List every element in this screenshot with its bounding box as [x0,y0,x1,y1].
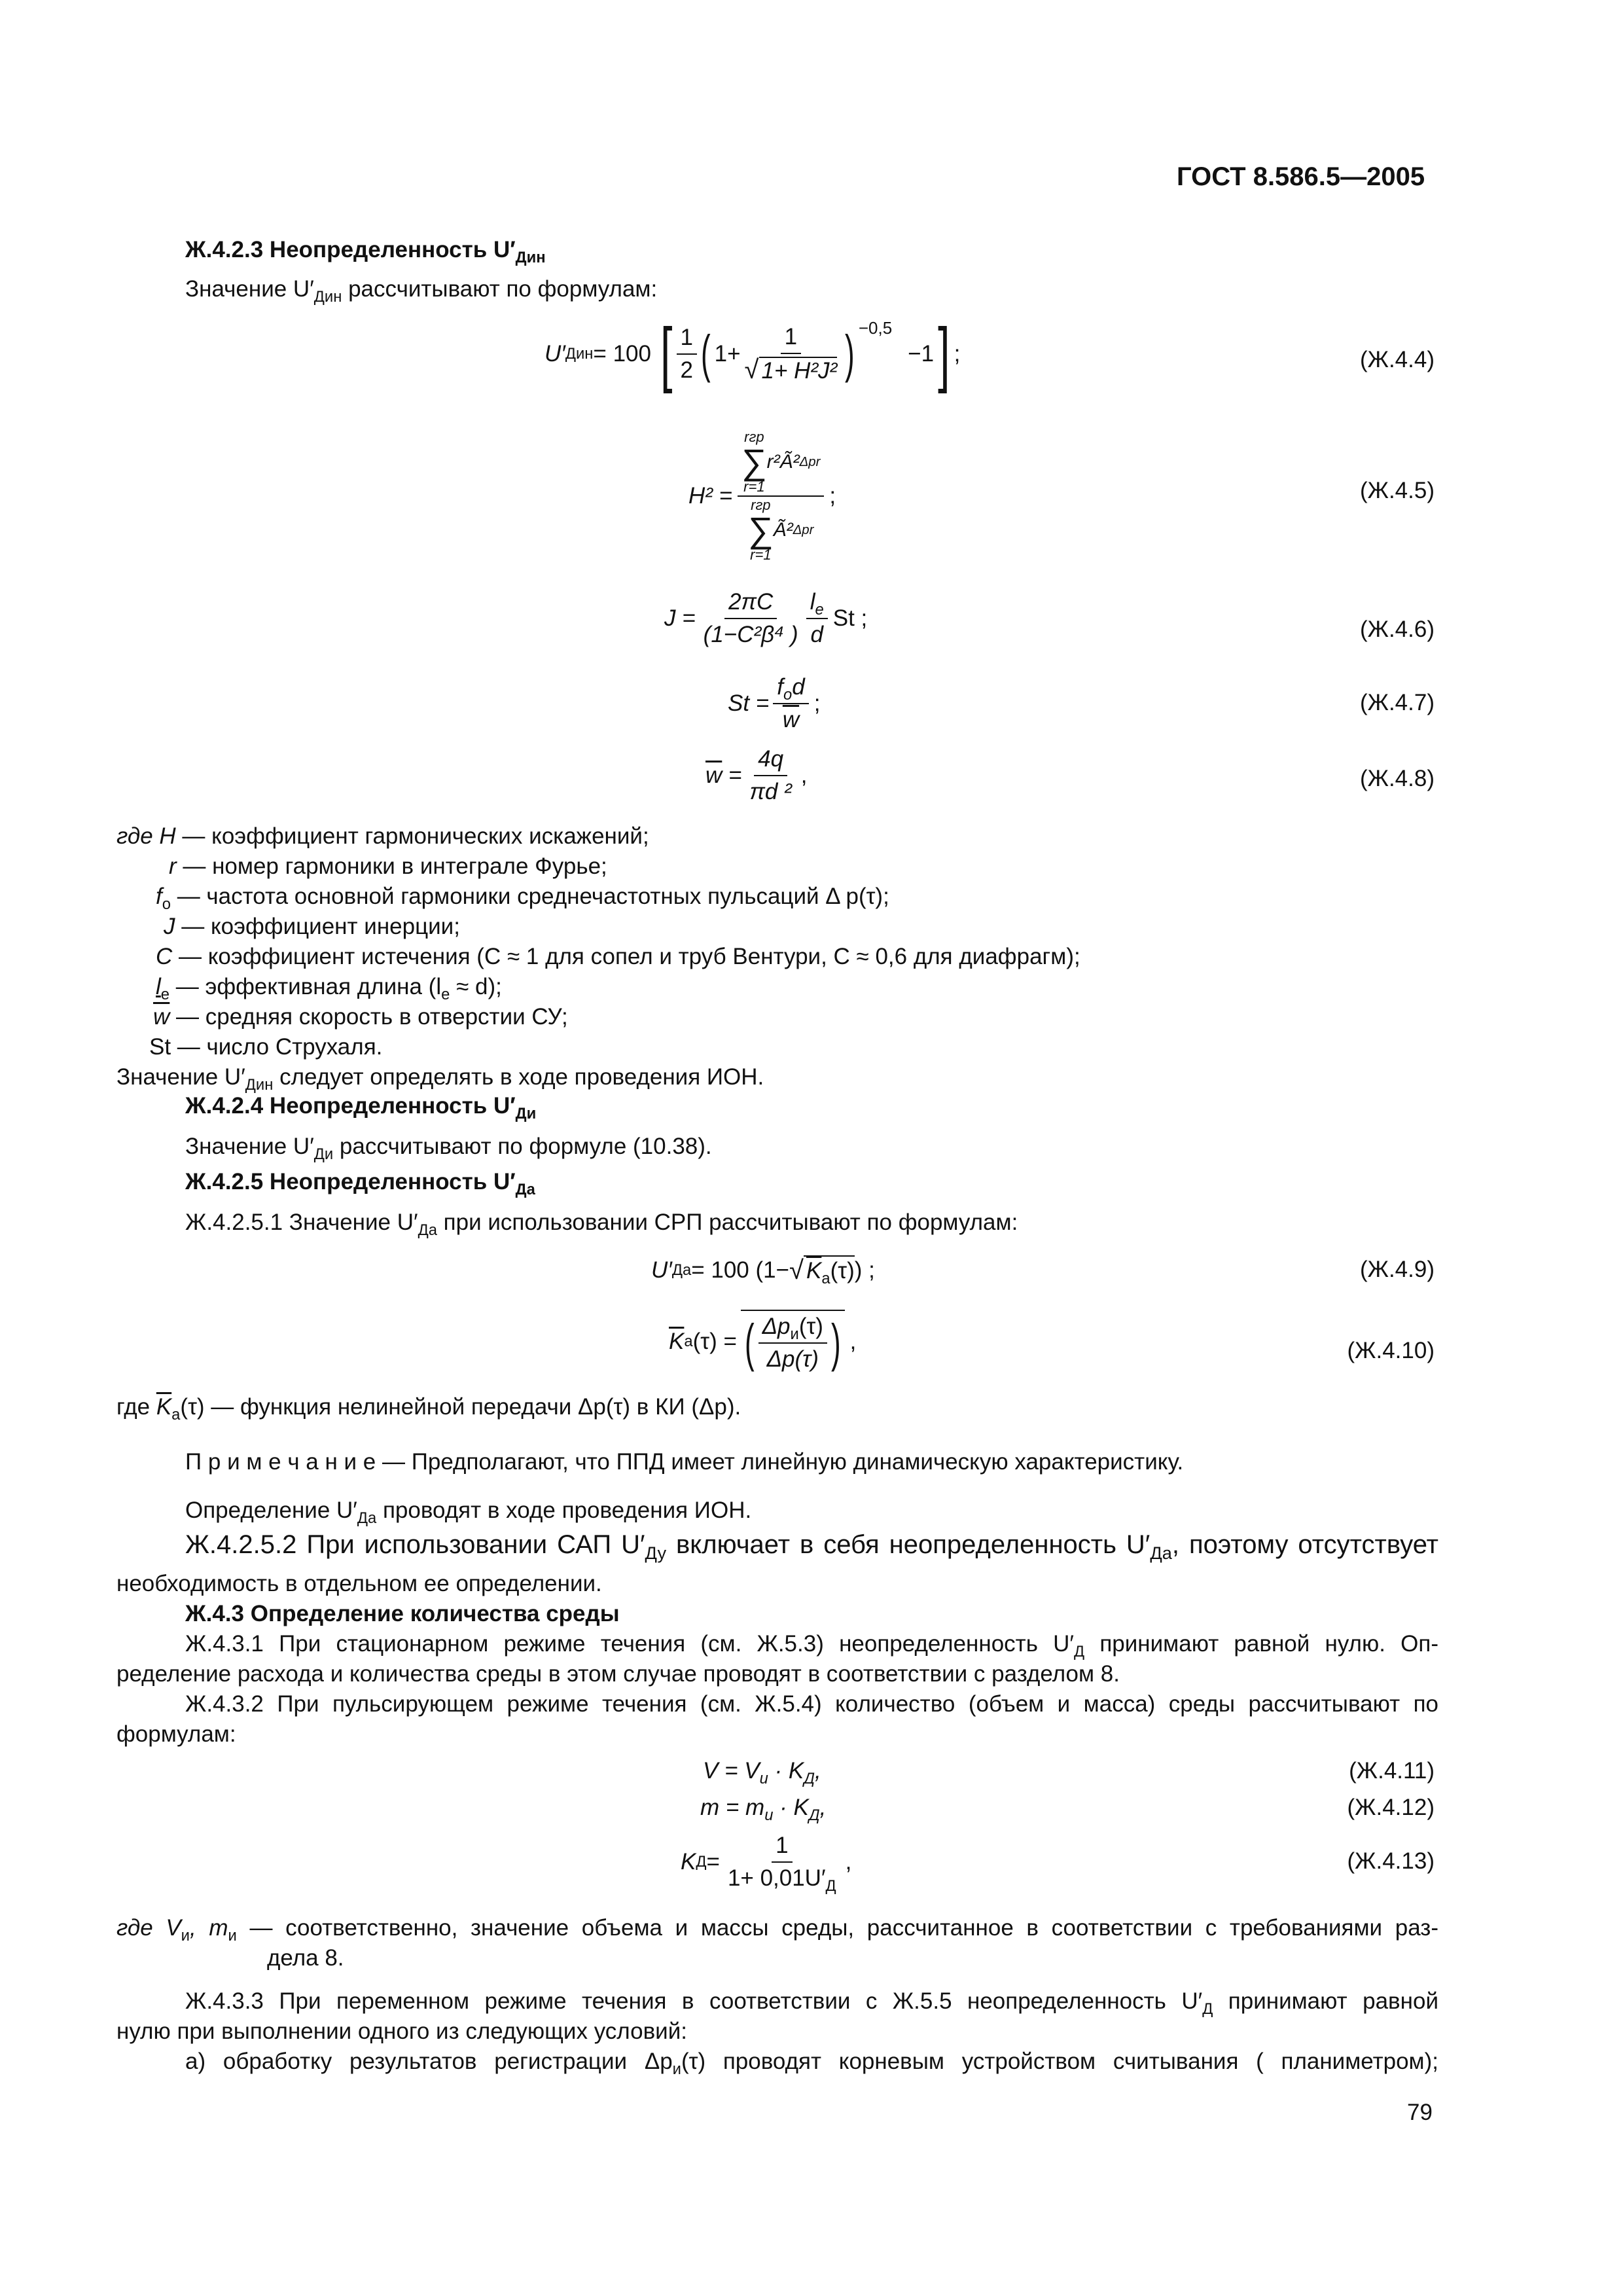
paragraph-4-2-5-2-line2: необходимость в отдельном ее определении. [116,1571,602,1596]
equation-number-4-7: (Ж.4.7) [1359,690,1435,715]
paragraph-where-ka: где $\overline{K}_а(\tau)$ — функция нелинейной передачи Δp(τ) в КИ (Δp). [116,1394,741,1424]
equation-number-4-6: (Ж.4.6) [1359,617,1435,642]
document-id: ГОСТ 8.586.5—2005 [1177,162,1425,191]
paragraph-4-3-3-line2: нулю при выполнении одного из следующих условий: [116,2018,688,2044]
equation-4-11: $V = V_и \cdot K_Д$, [703,1758,821,1787]
equation-4-8: $\overline{w}$ = $\frac{4q}{\text{πd ²}}$ , [705,746,808,804]
paragraph-4-2-5-1: Ж.4.2.5.1 Значение $U'_{Да}$ при использовании СРП рассчитывают по формулам: [185,1210,1018,1239]
equation-4-9: U′ Да = 100 (1− √ $K_а(\tau)$ ) ; [651,1256,875,1287]
section-heading-4-2-5: Ж.4.2.5 Неопределенность $U'_{Да}$ [185,1169,535,1198]
equation-number-4-8: (Ж.4.8) [1359,766,1435,791]
where-item-H: где H — коэффициент гармонических искажений; [116,823,649,849]
section-heading-4-2-3: Ж.4.2.3 Неопределенность $U'_{Дин}$ [185,237,546,266]
list-item-a: а) обработку результатов регистрации $\Delta p_и(\tau)$ проводят корневым устройством считывания ( планиметром); [185,2049,1439,2078]
where-item-f: $f_o$ — частота основной гармоники среднечастотных пульсаций Δ p(τ); [156,884,889,913]
section-heading-4-2-4: Ж.4.2.4 Неопределенность $U'_{Ди}$ [185,1093,537,1122]
equation-4-10: $\overline{K}$ а (τ) = ( $\frac{\Delta p_и(\tau)}{\Delta p(\tau)}$ ) , [669,1302,856,1381]
paragraph-intro-4-2-3: Значение $U'_{Дин}$ рассчитывают по формулам: [185,276,658,306]
section-heading-4-3: Ж.4.3 Определение количества среды [185,1601,620,1626]
paragraph-4-3-2-line1: Ж.4.3.2 При пульсирующем режиме течения (см. Ж.5.4) количество (объем и масса) среды рассчитывают по [185,1691,1438,1717]
equation-number-4-9: (Ж.4.9) [1359,1257,1435,1282]
equation-number-4-4: (Ж.4.4) [1359,347,1435,372]
equation-number-4-5: (Ж.4.5) [1359,478,1435,503]
where-item-le: $l_e$ — эффективная длина $(l_e \approx d)$; [156,974,502,1003]
equation-4-4: U′ Дин = 100 [ $\frac{1}{2}$ ( 1+ $\frac{1}{\text{√ 1+ H²J²}}$ ) $^{-0,5}$ −1 ] ; [544,314,961,394]
equation-number-4-12: (Ж.4.12) [1347,1795,1435,1820]
paragraph-4-3-1-line1: Ж.4.3.1 При стационарном режиме течения (см. Ж.5.3) неопределенность $U'_Д$ принимают равной нулю. Оп- [185,1631,1438,1660]
where-item-w: $\overline{w}$ — средняя скорость в отверстии СУ; [153,1004,568,1030]
paragraph-4-3-2-line2: формулам: [116,1721,236,1747]
paragraph-ion-1: Значение $U'_{Дин}$ следует определять в ходе проведения ИОН. [116,1064,764,1094]
paragraph-where-vm-line1: где $V_и$, $m_и$ — соответственно, значение объема и массы среды, рассчитанное в соответствии с требованиями раз- [116,1915,1438,1945]
equation-4-5: H² = rгр ∑ r=1 r²Ã² Δpr rгр ∑ r=1 Ã² Δpr ; [688,429,836,563]
equation-number-4-11: (Ж.4.11) [1349,1758,1435,1784]
paragraph-4-2-4: Значение $U'_{Ди}$ рассчитывают по формуле (10.38). [185,1134,712,1163]
equation-4-7: St = $\frac{f_od}{w}$ ; [728,674,821,732]
paragraph-ion-2: Определение $U'_{Да}$ проводят в ходе проведения ИОН. [185,1498,752,1527]
where-item-r: r — номер гармоники в интеграле Фурье; [169,853,607,879]
paragraph-4-3-3-line1: Ж.4.3.3 При переменном режиме течения в соответствии с Ж.5.5 неопределенность $U'_Д$ принимают равной [185,1988,1438,2018]
page-number: 79 [1407,2100,1433,2125]
equation-number-4-13: (Ж.4.13) [1347,1848,1435,1874]
equation-4-12: $m = m_и \cdot K_Д$, [700,1795,827,1824]
where-item-J: J — коэффициент инерции; [164,914,460,939]
where-item-C: C — коэффициент истечения (C ≈ 1 для сопел и труб Вентури, C ≈ 0,6 для диафрагм); [156,944,1080,969]
equation-number-4-10: (Ж.4.10) [1347,1338,1435,1363]
where-item-St: St — число Струхаля. [149,1034,383,1060]
paragraph-4-2-5-2-line1: Ж.4.2.5.2 При использовании САП $U'_{Ду}$ включает в себя неопределенность $U'_{Да}$, поэтому отсутствует [185,1530,1438,1563]
equation-4-6: J = $\frac{2\pi C}{\text{(1−C²β⁴ )}}$ $\frac{l_e}{d}$ St ; [664,589,868,647]
paragraph-4-3-1-line2: ределение расхода и количества среды в этом случае проводят в соответствии с разделом 8. [116,1661,1120,1687]
equation-4-13: K Д = $\frac{1}{1+ 0,01U'_Д}$ , [681,1833,852,1895]
paragraph-where-vm-line2: дела 8. [267,1945,344,1971]
note: П р и м е ч а н и е — Предполагают, что ППД имеет линейную динамическую характеристику. [185,1449,1184,1475]
